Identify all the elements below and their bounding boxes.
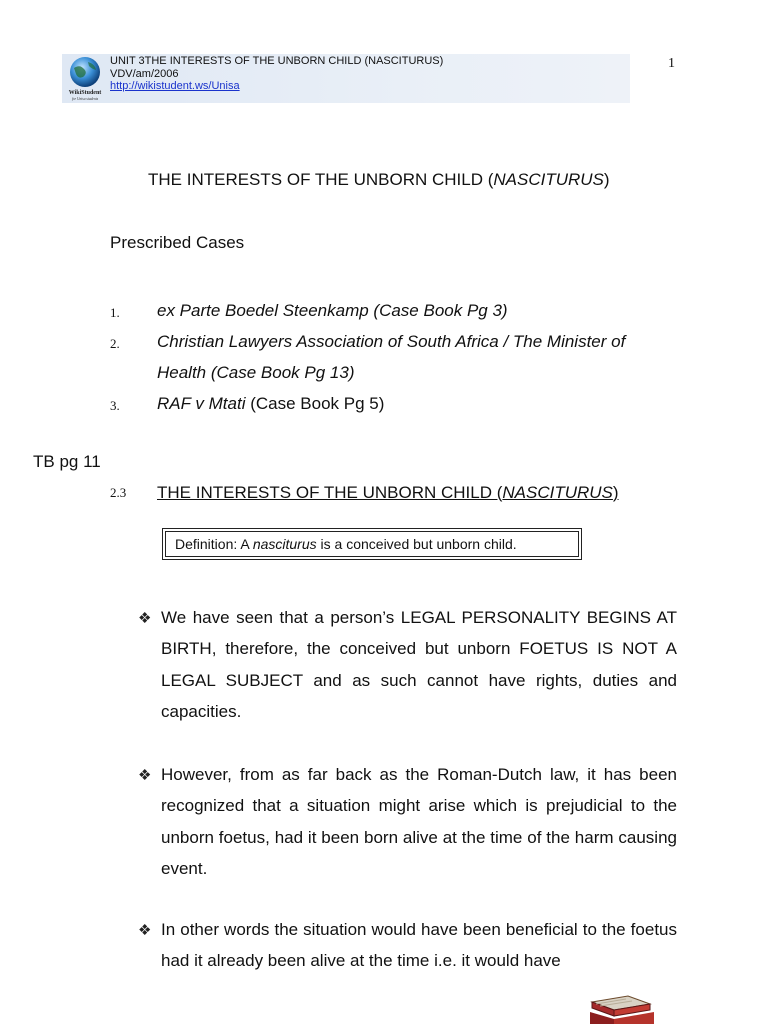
case-number: 2. [110, 336, 120, 351]
bullet-text: We have seen that a person’s LEGAL PERSONALITY BEGINS AT BIRTH, therefore, the conceived but unborn FOETUS IS NOT A LEGAL SUBJECT and as such cannot have rights, duties and capacities. [161, 608, 677, 721]
definition-box [162, 528, 582, 560]
page-title-suffix: ) [603, 170, 610, 189]
definition-text [165, 531, 579, 557]
section-title-italic: NASCITURUS [502, 483, 613, 502]
bullet-text: However, from as far back as the Roman-Dutch law, it has been recognized that a situation might arise which is prejudicial to the unborn foetus, had it been born alive at the time of the harm causing event. [161, 765, 677, 878]
page-title-prefix: THE INTERESTS OF THE UNBORN CHILD ( [148, 170, 494, 189]
case-name: ex Parte Boedel Steenkamp (Case Book Pg 3) [157, 301, 508, 320]
page-title [148, 170, 610, 190]
definition-suffix: is a conceived but unborn child. [316, 536, 517, 552]
case-number: 3. [110, 398, 120, 413]
section-number: 2.3 [110, 485, 127, 500]
textbook-reference: TB pg 11 [33, 452, 101, 471]
books-icon [584, 992, 658, 1024]
section-title [157, 483, 619, 503]
header-line-author: VDV/am/2006 [110, 67, 179, 80]
diamond-bullet-icon: ❖ [138, 922, 152, 939]
definition-term: nasciturus [252, 536, 317, 552]
bullet-text: In other words the situation would have been beneficial to the foetus had it already been alive at the time i.e. it would have [161, 920, 677, 971]
diamond-bullet-icon: ❖ [138, 610, 152, 627]
header-line-unit: UNIT 3THE INTERESTS OF THE UNBORN CHILD (NASCITURUS) [110, 55, 444, 67]
wikistudent-logo [62, 54, 108, 103]
running-header [110, 55, 443, 93]
logo-subtext: for Unisa students [71, 97, 99, 101]
case-name: Christian Lawyers Association of South Africa / The Minister of Health (Case Book Pg 13) [157, 332, 626, 382]
header-link[interactable]: http://wikistudent.ws/Unisa [110, 80, 240, 92]
prescribed-cases-heading: Prescribed Cases [110, 233, 245, 252]
page-number: 1 [668, 56, 675, 71]
logo-text: WikiStudent [68, 90, 102, 96]
definition-prefix: Definition: A [175, 536, 253, 552]
page-title-italic: NASCITURUS [493, 170, 604, 189]
diamond-bullet-icon: ❖ [138, 767, 152, 784]
section-title-suffix: ) [612, 483, 619, 502]
case-ref: (Case Book Pg 5) [245, 394, 385, 413]
case-number: 1. [110, 305, 120, 320]
section-title-prefix: THE INTERESTS OF THE UNBORN CHILD ( [157, 483, 503, 502]
case-name: RAF v Mtati [157, 394, 246, 413]
